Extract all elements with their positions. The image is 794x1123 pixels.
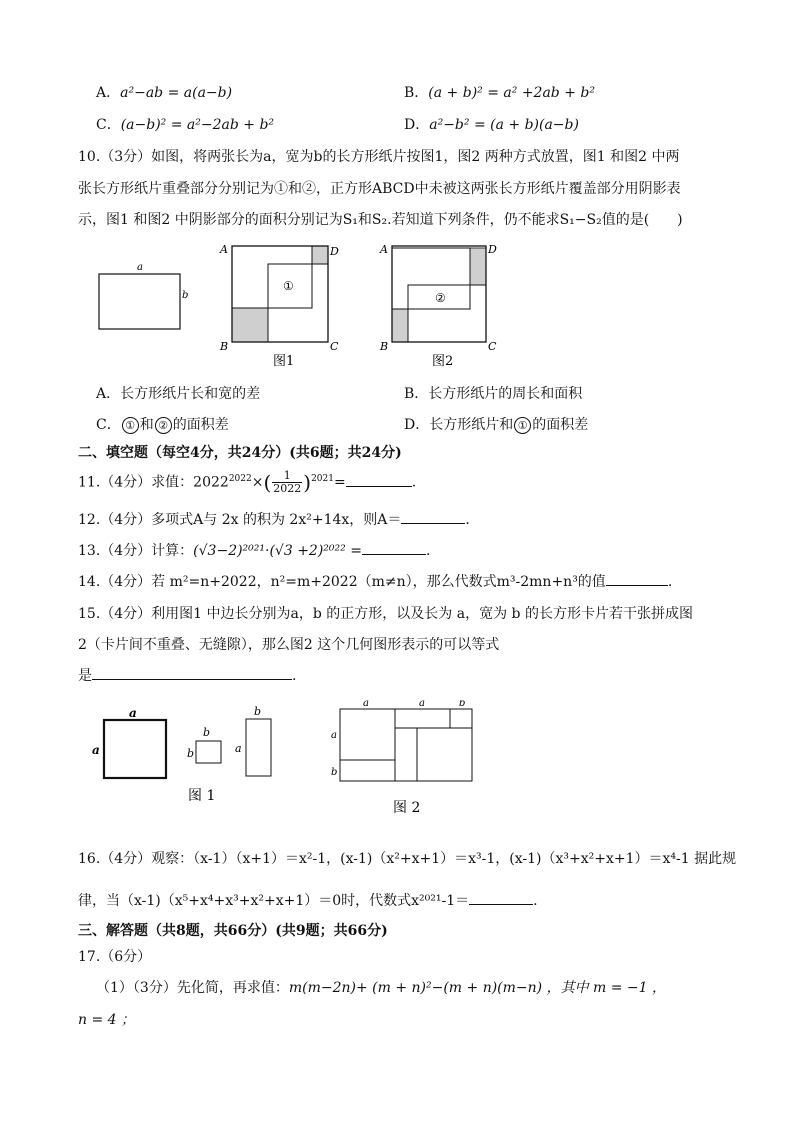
- q15-line3: [78, 665, 296, 685]
- q13: [78, 540, 430, 560]
- fig2-label-c: C: [488, 340, 497, 353]
- fig1-label-b: B: [220, 340, 229, 353]
- fig2-rect-bottom: [408, 285, 486, 342]
- q10-option-c: [96, 414, 229, 434]
- fig1-caption: 图1: [273, 354, 295, 369]
- option-text: 的面积差: [532, 417, 589, 433]
- q10-figures: [90, 238, 510, 373]
- option-expr: a²−ab = a(a−b): [120, 85, 233, 101]
- fig1-square-b-top-label: b: [203, 726, 211, 739]
- q17-part1-line2: n = 4 ；: [78, 1012, 136, 1028]
- fig2-top-a2: a: [419, 700, 425, 709]
- q12: [78, 509, 470, 529]
- fig1-rect-b-label: b: [254, 705, 262, 718]
- q17-head: 17.（6分）: [78, 949, 152, 965]
- section-2-heading: 二、填空题（每空4分，共24分）(共6题；共24分): [78, 445, 402, 461]
- option-expr: (a−b)² = a²−2ab + b²: [120, 117, 275, 133]
- fig-rect-b-label: b: [182, 290, 189, 301]
- circled-one: ①: [514, 417, 531, 434]
- option-text: 的面积差: [172, 417, 229, 433]
- q13-end: .: [425, 543, 431, 559]
- fig1-caption: 图 1: [188, 788, 216, 804]
- fraction-denominator: 2022: [273, 482, 302, 495]
- q12-answer-blank[interactable]: [401, 509, 465, 524]
- option-text: 和: [139, 417, 154, 433]
- q9-option-d: [404, 114, 579, 134]
- q13-prefix: 13.（4分）计算：: [78, 543, 194, 559]
- fig2-rect-top: [392, 248, 470, 309]
- q11-fraction: [272, 470, 302, 495]
- fig2-label-b: B: [380, 340, 389, 353]
- fig1-shade-d: [312, 246, 328, 264]
- fig1-square-a-top-label: a: [129, 706, 137, 720]
- section-3-heading: 三、解答题（共8题，共66分）(共9题；共66分): [78, 923, 388, 939]
- fig1-rect-a-label: a: [235, 742, 242, 755]
- q15-figures: [85, 700, 485, 820]
- q11-end: .: [411, 474, 417, 491]
- fig2-side-a: a: [331, 730, 337, 741]
- q14-end: .: [667, 574, 673, 590]
- fig2-shade-b: [392, 309, 408, 342]
- q9-option-b: [404, 82, 595, 102]
- q15-line3-text: 是: [78, 668, 92, 684]
- q11-equals: =: [333, 474, 346, 491]
- q11-exponent-1: 2022: [228, 473, 252, 484]
- fig-rectangle: [99, 274, 180, 329]
- q10-option-d: [404, 414, 588, 434]
- q10-option-b: B．长方形纸片的周长和面积: [404, 386, 583, 402]
- fig1-square-b: [196, 741, 221, 763]
- q13-answer-blank[interactable]: [362, 540, 426, 555]
- option-expr: a²−b² = (a + b)(a−b): [429, 117, 579, 133]
- q9-option-a: [96, 82, 232, 102]
- q16-line2: [78, 890, 538, 910]
- q15-end: .: [292, 668, 297, 684]
- circled-one: ①: [122, 417, 139, 434]
- q17-part1-expression: m(m−2n)+ (m + n)²−(m + n)(m−n) ，其中 m = −1 ，: [288, 980, 667, 996]
- q15-answer-blank[interactable]: [92, 665, 292, 680]
- fig2-label-d: D: [488, 243, 497, 256]
- right-paren: ): [303, 470, 312, 495]
- q9-option-c: [96, 114, 274, 134]
- fig1-square-b-side-label: b: [187, 747, 195, 760]
- fraction-numerator: 1: [272, 470, 302, 483]
- left-paren: (: [263, 470, 272, 495]
- q11-times: ×: [251, 474, 264, 491]
- circled-two: ②: [155, 417, 172, 434]
- q15-line2: 2（卡片间不重叠、无缝隙），那么图2 这个几何图形表示的可以等式: [78, 637, 500, 653]
- fig1-rect-top: [232, 246, 312, 308]
- option-expr: (a + b)² = a² +2ab + b²: [428, 85, 595, 101]
- fig1-square-a: [104, 720, 166, 778]
- q14: [78, 571, 672, 591]
- fig1-shade-b: [232, 308, 268, 342]
- fig1-label-d: D: [330, 245, 339, 258]
- option-letter: C．: [96, 117, 121, 133]
- q14-text: 14.（4分）若 m²=n+2022，n²=m+2022（m≠n），那么代数式m³-2mn+n³的值: [78, 574, 606, 590]
- fig2-mark: ②: [435, 291, 446, 305]
- q15-line1: 15.（4分）利用图1 中边长分别为a，b 的正方形，以及长为 a，宽为 b 的长方形卡片若干张拼成图: [78, 606, 693, 622]
- q12-end: .: [465, 512, 470, 528]
- q11-prefix: 11.（4分）求值：: [78, 474, 194, 491]
- fig1-label-c: C: [330, 340, 339, 353]
- fig1-mark: ①: [283, 279, 294, 293]
- q12-text: 12.（4分）多项式A与 2x 的积为 2x²+14x，则A＝: [78, 512, 402, 528]
- q10-line2: 张长方形纸片重叠部分分别记为①和②，正方形ABCD中未被这两张长方形纸片覆盖部分用阴影表: [78, 181, 681, 197]
- q11: [78, 470, 416, 495]
- fig1-square-a-side-label: a: [92, 743, 100, 757]
- q11-answer-blank[interactable]: [346, 472, 412, 487]
- fig2-label-a: A: [380, 243, 388, 256]
- q17-part1-prefix: （1）（3分）先化简，再求值：: [96, 980, 289, 996]
- q11-base: 2022: [193, 474, 229, 491]
- q11-exponent-2: 2021: [311, 473, 334, 484]
- fig-rect-a-label: a: [137, 262, 143, 273]
- q13-expression: (√3−2)²⁰²¹·(√3 +2)²⁰²² =: [193, 543, 362, 559]
- q16-answer-blank[interactable]: [469, 890, 533, 905]
- fig1-rect-bottom: [268, 264, 328, 342]
- option-letter: C．: [96, 417, 121, 433]
- fig1-label-a: A: [220, 243, 228, 256]
- q16-end: .: [533, 893, 538, 909]
- option-letter: D．: [404, 117, 430, 133]
- fig1-rect-ab: [246, 719, 271, 776]
- fig2-outer: [340, 709, 472, 781]
- q10-line3: 示，图1 和图2 中阴影部分的面积分别记为S₁和S₂.若知道下列条件，仍不能求S₁−S₂值的是( ): [78, 212, 683, 228]
- q10-option-a: A．长方形纸片长和宽的差: [96, 386, 261, 402]
- fig2-shade-d: [470, 248, 486, 285]
- q17-part1: [96, 977, 666, 997]
- q16-line1: 16.（4分）观察：（x-1）（x+1）＝x²-1，(x-1)（x²+x+1）＝x³-1，(x-1)（x³+x²+x+1）＝x⁴-1 据此规: [78, 851, 737, 867]
- option-text: D．长方形纸片和: [404, 417, 514, 433]
- q10-line1: 10.（3分）如图，将两张长为a，宽为b的长方形纸片按图1，图2 两种方式放置，图1 和图2 中两: [78, 149, 680, 165]
- fig2-caption: 图 2: [393, 800, 421, 816]
- fig2-top-a1: a: [363, 700, 369, 709]
- q16-line2-text: 律，当（x-1)（x⁵+x⁴+x³+x²+x+1）＝0时，代数式x²⁰²¹-1＝: [78, 893, 470, 909]
- q14-answer-blank[interactable]: [606, 571, 668, 586]
- fig2-top-b: b: [459, 700, 466, 709]
- fig2-caption: 图2: [432, 354, 454, 369]
- option-letter: B．: [404, 85, 429, 101]
- fig2-side-b: b: [331, 767, 338, 778]
- option-letter: A．: [96, 85, 121, 101]
